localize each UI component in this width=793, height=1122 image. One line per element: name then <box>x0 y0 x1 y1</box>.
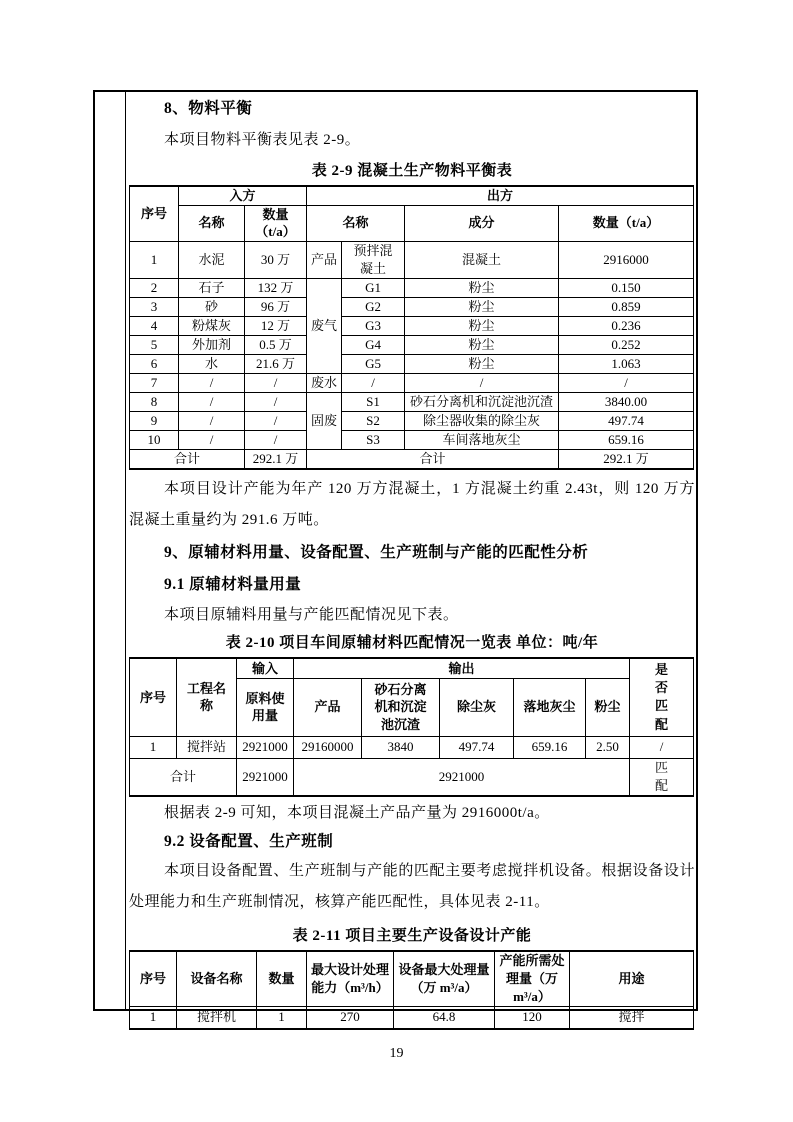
cell: 0.5 万 <box>245 335 307 354</box>
header-cell: 输出 <box>294 658 630 678</box>
cell: 0.252 <box>559 335 694 354</box>
section-9-1-intro: 本项目原辅料用量与产能匹配情况见下表。 <box>164 607 459 624</box>
page-content <box>126 92 696 1025</box>
cell: G1 <box>342 278 405 297</box>
cell: 659.16 <box>514 736 586 758</box>
cell: / <box>405 373 559 392</box>
cell: 292.1 万 <box>245 449 307 469</box>
header-cell: 粉尘 <box>586 678 630 736</box>
header-cell-line: 数量 <box>262 206 289 222</box>
cell: 132 万 <box>245 278 307 297</box>
page-frame <box>93 90 698 1025</box>
header-cell: 序号 <box>130 186 179 241</box>
cell-text: 预拌混凝土 <box>353 243 393 276</box>
page-number: 19 <box>389 1046 404 1061</box>
cell: / <box>245 430 307 449</box>
cell: / <box>559 373 694 392</box>
cell: 1 <box>130 736 177 758</box>
cell: 搅拌机 <box>177 1006 257 1029</box>
table-row <box>130 186 694 205</box>
section-9-2-heading: 9.2 设备配置、生产班制 <box>164 833 334 851</box>
header-cell: 除尘灰 <box>440 678 514 736</box>
cell: 30 万 <box>245 241 307 278</box>
header-cell: 数量（t/a） <box>559 205 694 241</box>
cell: 497.74 <box>559 411 694 430</box>
cell-text: 砂石分离机和沉淀池沉渣 <box>374 681 427 732</box>
table-2-10-title: 表 2-10 项目车间原辅材料匹配情况一览表 单位：吨/年 <box>225 635 599 652</box>
cell: 废水 <box>307 373 342 392</box>
cell <box>630 758 694 796</box>
header-cell: 序号 <box>130 951 177 1006</box>
cell: S3 <box>342 430 405 449</box>
header-cell: 落地灰尘 <box>514 678 586 736</box>
cell: 1 <box>130 1006 177 1029</box>
cell: 0.859 <box>559 297 694 316</box>
section-9-2-paragraph: 本项目设备配置、生产班制与产能的匹配主要考虑搅拌机设备。根据设备设计处理能力和生产班制情况，核算产能匹配性，具体见表 2-11。 <box>129 863 695 911</box>
cell: 21.6 万 <box>245 354 307 373</box>
cell: / <box>245 392 307 411</box>
table-row <box>130 951 694 1006</box>
cell: 9 <box>130 411 179 430</box>
table-row <box>130 658 694 678</box>
table-row <box>130 297 694 316</box>
cell: 水泥 <box>179 241 245 278</box>
cell: 8 <box>130 392 179 411</box>
header-cell: 设备最大处理量（万 m³/a） <box>394 951 495 1006</box>
header-cell: 产品 <box>294 678 362 736</box>
cell: 64.8 <box>394 1006 495 1029</box>
cell: 固废 <box>307 392 342 449</box>
cell: G2 <box>342 297 405 316</box>
cell: 砂石分离机和沉淀池沉渣 <box>405 392 559 411</box>
cell: 0.150 <box>559 278 694 297</box>
cell: 粉尘 <box>405 316 559 335</box>
cell: 292.1 万 <box>559 449 694 469</box>
cell: 29160000 <box>294 736 362 758</box>
cell: / <box>630 736 694 758</box>
cell: 粉煤灰 <box>179 316 245 335</box>
cell: S1 <box>342 392 405 411</box>
cell: 产品 <box>307 241 342 278</box>
cell: 7 <box>130 373 179 392</box>
header-cell <box>362 678 440 736</box>
cell: 水 <box>179 354 245 373</box>
cell: 0.236 <box>559 316 694 335</box>
table-row <box>130 241 694 278</box>
table-row <box>130 205 694 241</box>
cell: 粉尘 <box>405 354 559 373</box>
header-cell: 用途 <box>570 951 694 1006</box>
cell-text: 工程名称 <box>186 680 226 714</box>
cell: 12 万 <box>245 316 307 335</box>
cell-text: 匹配 <box>655 759 669 793</box>
header-cell <box>630 658 694 736</box>
header-cell: 序号 <box>130 658 177 736</box>
table-2-9 <box>129 185 694 470</box>
table-row <box>130 392 694 411</box>
cell: 2921000 <box>294 758 630 796</box>
cell: 3840 <box>362 736 440 758</box>
cell <box>342 241 405 278</box>
section-8-intro: 本项目物料平衡表见表 2-9。 <box>164 132 361 148</box>
cell: 120 <box>495 1006 570 1029</box>
cell: 车间落地灰尘 <box>405 430 559 449</box>
cell: 6 <box>130 354 179 373</box>
header-cell: 输入 <box>237 658 294 678</box>
cell: 混凝土 <box>405 241 559 278</box>
cell: 合计 <box>307 449 559 469</box>
section-8-heading: 8、物料平衡 <box>164 100 253 117</box>
cell: G4 <box>342 335 405 354</box>
header-cell: 最大设计处理能力（m³/h） <box>307 951 394 1006</box>
table-row <box>130 411 694 430</box>
cell: 2 <box>130 278 179 297</box>
section-9-heading: 9、原辅材料用量、设备配置、生产班制与产能的匹配性分析 <box>164 544 589 562</box>
cell: S2 <box>342 411 405 430</box>
header-cell: 名称 <box>179 205 245 241</box>
cell: 粉尘 <box>405 278 559 297</box>
cell: 659.16 <box>559 430 694 449</box>
cell: 1 <box>130 241 179 278</box>
header-cell: 数量 <box>257 951 307 1006</box>
cell: 粉尘 <box>405 335 559 354</box>
cell: G5 <box>342 354 405 373</box>
cell: 10 <box>130 430 179 449</box>
cell: 合计 <box>130 758 237 796</box>
cell: 497.74 <box>440 736 514 758</box>
table-total-row <box>130 449 694 469</box>
table-row <box>130 316 694 335</box>
cell: 3 <box>130 297 179 316</box>
cell: 2916000 <box>559 241 694 278</box>
cell: / <box>179 411 245 430</box>
cell: 2921000 <box>237 736 294 758</box>
header-cell: 名称 <box>307 205 405 241</box>
cell: / <box>245 411 307 430</box>
cell: 96 万 <box>245 297 307 316</box>
header-cell: 设备名称 <box>177 951 257 1006</box>
header-cell-line: （t/a） <box>255 224 296 240</box>
table-row <box>130 335 694 354</box>
cell: 5 <box>130 335 179 354</box>
cell: / <box>245 373 307 392</box>
cell-text: 原料使用量 <box>245 690 285 724</box>
cell: G3 <box>342 316 405 335</box>
cell: / <box>179 430 245 449</box>
cell: 外加剂 <box>179 335 245 354</box>
left-gutter-column <box>95 92 126 1009</box>
cell: 1.063 <box>559 354 694 373</box>
table-row <box>130 430 694 449</box>
cell: 砂 <box>179 297 245 316</box>
table-row <box>130 278 694 297</box>
cell: 4 <box>130 316 179 335</box>
paragraph-after-table-2-10: 根据表 2-9 可知，本项目混凝土产品产量为 2916000t/a。 <box>164 805 550 822</box>
header-cell <box>177 658 237 736</box>
section-9-1-heading: 9.1 原辅材料量用量 <box>164 576 302 594</box>
table-row <box>130 1006 694 1029</box>
header-cell: 产能所需处理量（万 m³/a） <box>495 951 570 1006</box>
table-2-10 <box>129 657 694 797</box>
paragraph-after-table-2-9: 本项目设计产能为年产 120 万方混凝土，1 方混凝土约重 2.43t，则 120 万方混凝土重量约为 291.6 万吨。 <box>129 481 695 529</box>
table-2-11-title: 表 2-11 项目主要生产设备设计产能 <box>292 928 532 945</box>
header-cell <box>245 205 307 241</box>
table-total-row <box>130 758 694 796</box>
cell: 废气 <box>307 278 342 373</box>
cell: 粉尘 <box>405 297 559 316</box>
cell: 3840.00 <box>559 392 694 411</box>
cell: / <box>179 392 245 411</box>
cell: 270 <box>307 1006 394 1029</box>
cell: 石子 <box>179 278 245 297</box>
table-row <box>130 373 694 392</box>
cell: 搅拌 <box>570 1006 694 1029</box>
header-cell <box>237 678 294 736</box>
table-row <box>130 354 694 373</box>
table-2-9-title: 表 2-9 混凝土生产物料平衡表 <box>311 163 513 179</box>
cell-text: 是否匹配 <box>655 662 669 732</box>
cell: 1 <box>257 1006 307 1029</box>
header-cell: 入方 <box>179 186 307 205</box>
cell: 合计 <box>130 449 245 469</box>
cell: 除尘器收集的除尘灰 <box>405 411 559 430</box>
cell: / <box>342 373 405 392</box>
header-cell: 出方 <box>307 186 694 205</box>
cell: / <box>179 373 245 392</box>
header-cell: 成分 <box>405 205 559 241</box>
cell: 2921000 <box>237 758 294 796</box>
cell: 2.50 <box>586 736 630 758</box>
cell: 搅拌站 <box>177 736 237 758</box>
table-2-11 <box>129 950 694 1030</box>
table-row <box>130 736 694 758</box>
